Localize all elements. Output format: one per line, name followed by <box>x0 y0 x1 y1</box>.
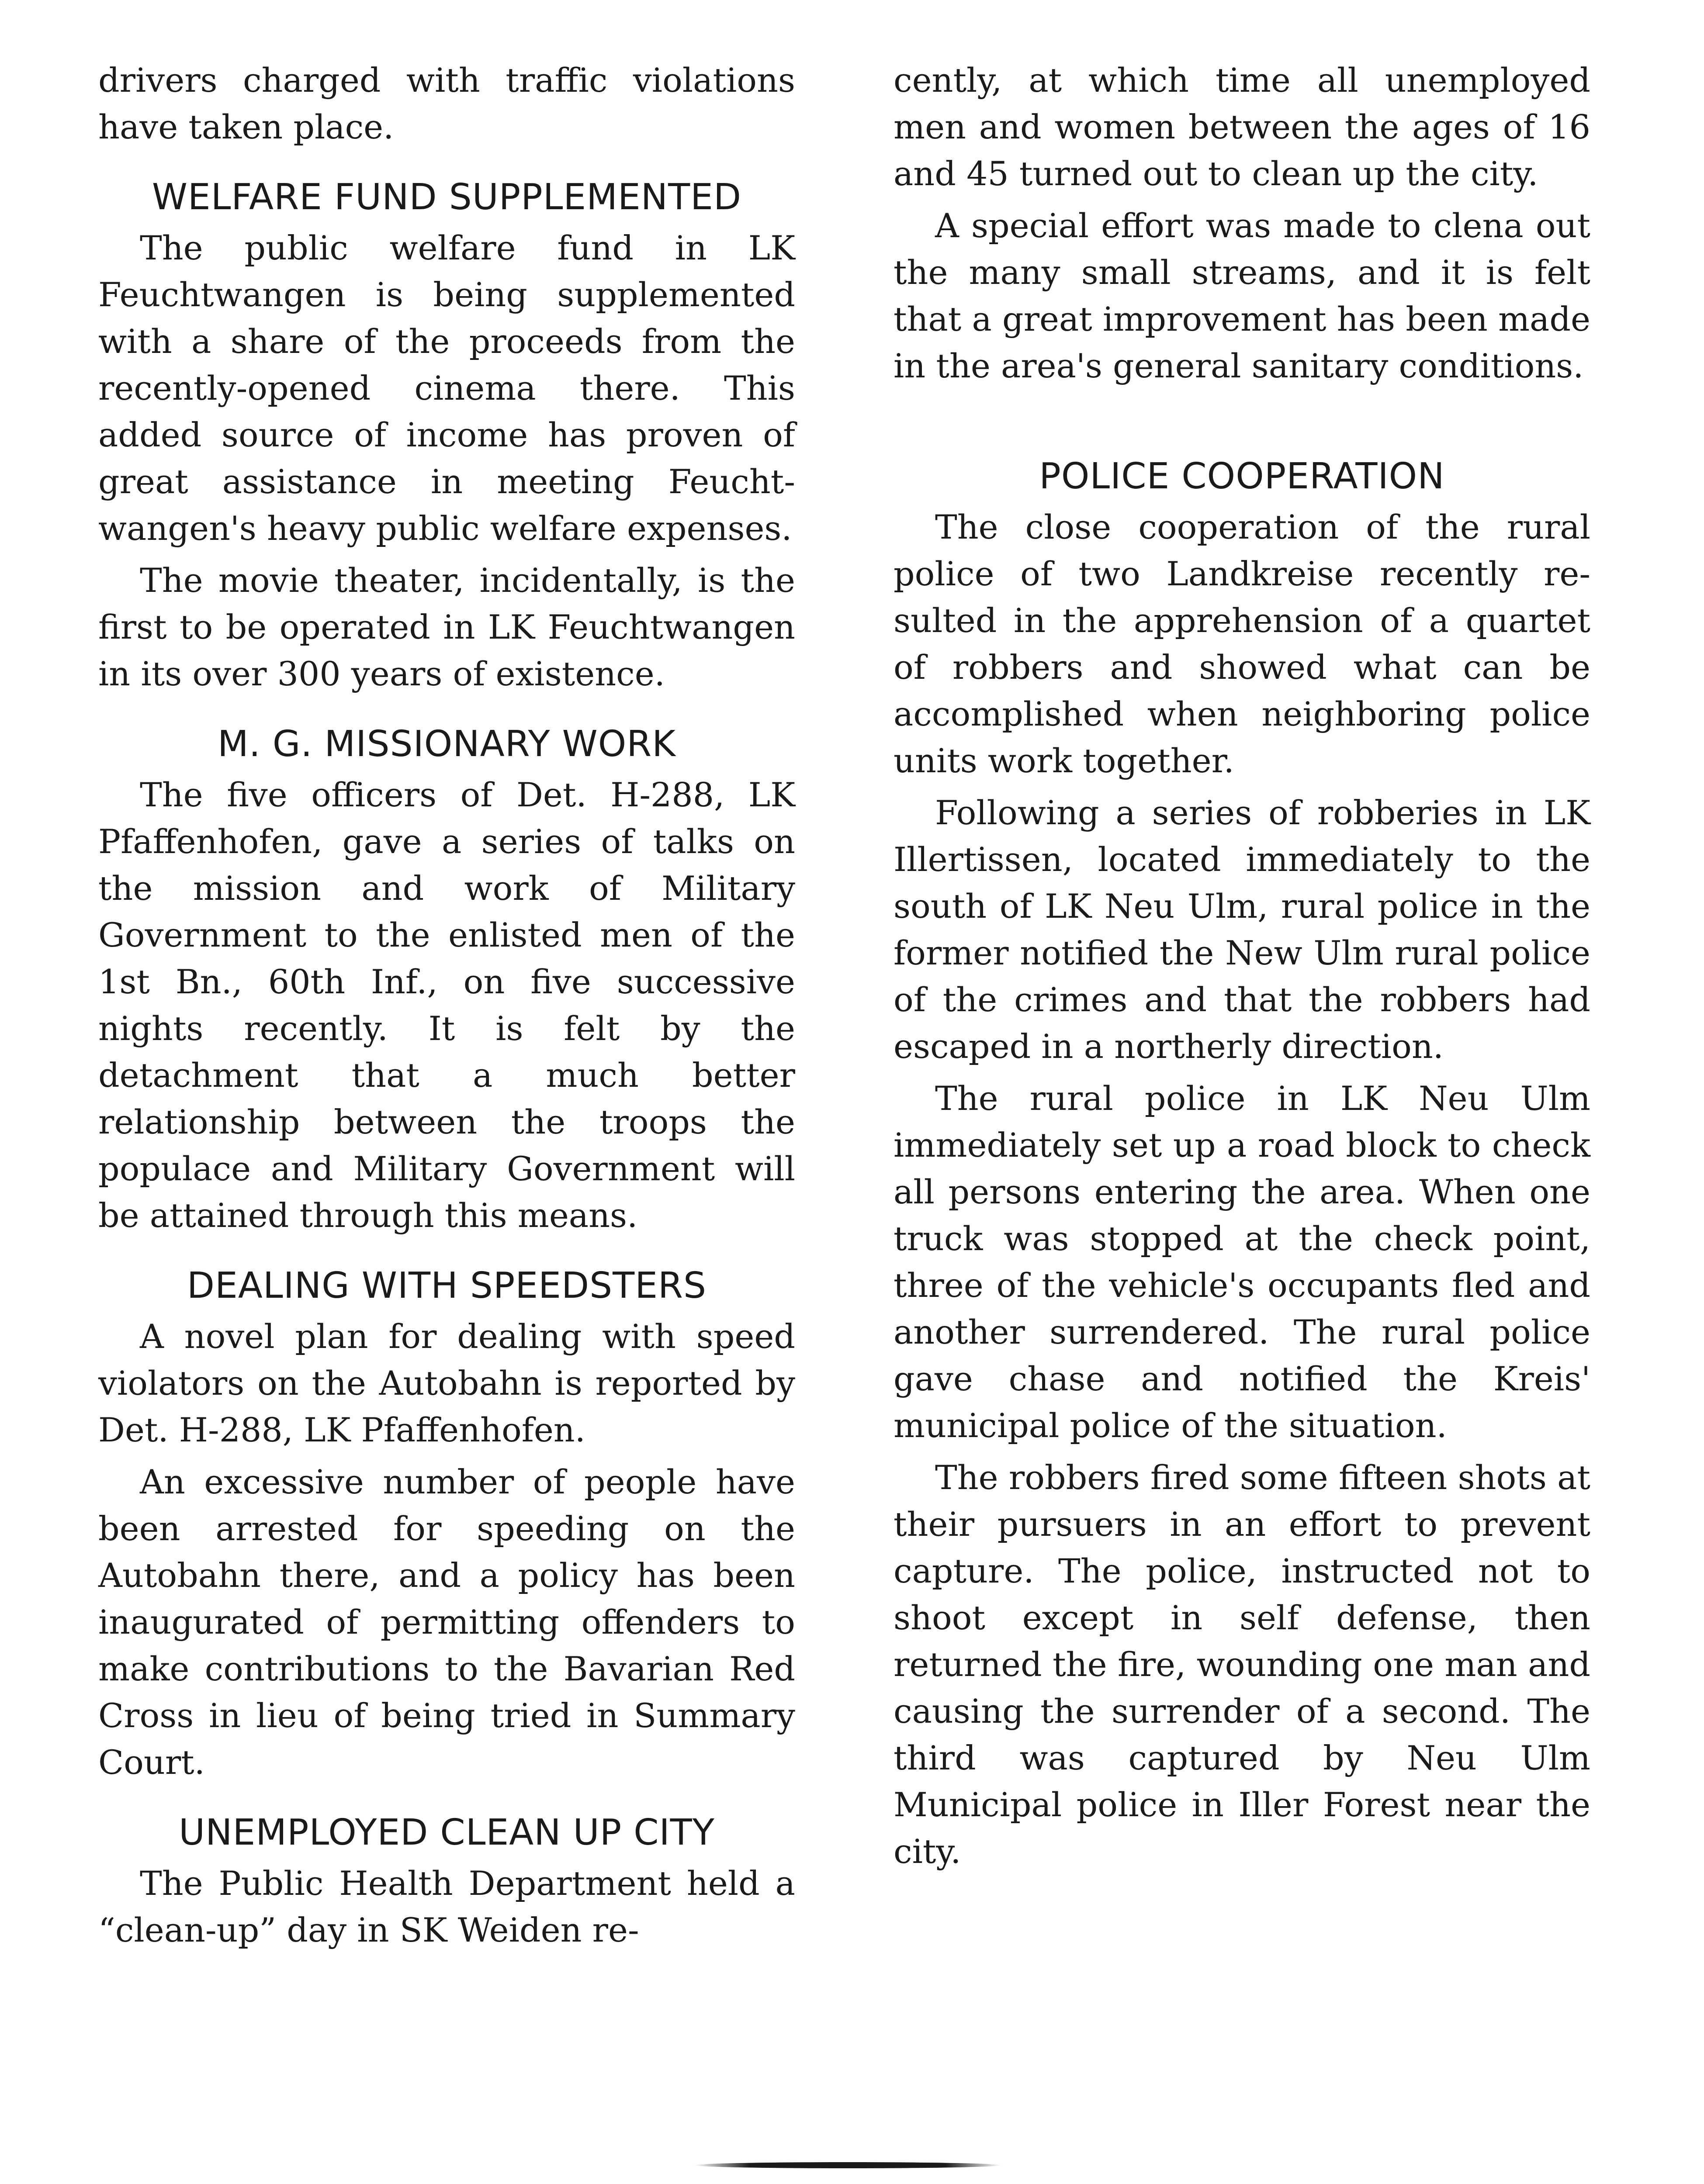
unemployed-continuation-paragraph: cently, at which time all unemployed men and women between the ages of 16 and 45 turned out to clean up the city. <box>894 61 1590 193</box>
police-paragraph-4: The robbers fired some fifteen shots at their pursuers in an effort to prevent capture. The police, instructed not to shoot except in self defense, then returned the fire, wounding one man and causing the surrender of a second. The third was captured by Neu Ulm Municipal police in Iller Forest near the city. <box>894 1458 1590 1871</box>
welfare-paragraph-2: The movie theater, incidentally, is the first to be operated in LK Feuchtwangen in its over 300 years of existence. <box>98 561 795 693</box>
streams-paragraph: A special effort was made to clena out the many small streams, and it is felt that a great improvement has been made in the area's general sanitary conditions. <box>894 206 1590 385</box>
unemployed-paragraph-1: The Public Health Department held a “clean-up” day in SK Weiden re- <box>98 1864 795 1949</box>
welfare-paragraph-1: The public welfare fund in LK Feuchtwangen is being supplemented with a share of the proceeds from the recently-opened cinema there. This added source of income has proven of great assistance in meeting Feuchtwangen's heavy public welfare expenses. <box>98 228 795 548</box>
heading-unemployed-clean-up: UNEMPLOYED CLEAN UP CITY <box>179 1812 715 1853</box>
heading-speedsters: DEALING WITH SPEEDSTERS <box>187 1265 707 1306</box>
police-paragraph-2: Following a series of robberies in LK Illertissen, located immediately to the south of LK Neu Ulm, rural police in the former notified the New Ulm rural police of the crimes and that the robbers had escaped in a northerly direction. <box>894 793 1590 1066</box>
heading-missionary-work: M. G. MISSIONARY WORK <box>217 723 676 765</box>
right-column <box>894 57 1590 1875</box>
intro-paragraph: drivers charged with traffic violations have taken place. <box>98 61 795 146</box>
speedsters-paragraph-1: A novel plan for dealing with speed violators on the Autobahn is reported by Det. H-288, LK Pfaffenhofen. <box>98 1317 795 1449</box>
missionary-paragraph-1: The five officers of Det. H-288, LK Pfaffenhofen, gave a series of talks on the mission and work of Military Government to the enlisted men of the 1st Bn., 60th Inf., on five successive nights recently. It is felt by the detachment that a much better relationship between the troops the populace and Military Government will be attained through this means. <box>98 775 795 1235</box>
end-rule-divider <box>695 2162 1001 2168</box>
police-paragraph-3: The rural police in LK Neu Ulm immediately set up a road block to check all persons entering the area. When one truck was stopped at the check point, three of the vehicle's occupants fled and another surrendered. The rural police gave chase and notified the Kreis' municipal police of the situation. <box>894 1079 1590 1445</box>
heading-welfare-fund: WELFARE FUND SUPPLEMENTED <box>152 176 742 218</box>
left-column <box>98 57 795 1953</box>
speedsters-paragraph-2: An excessive number of people have been arrested for speeding on the Autobahn there, and a policy has been inaugurated of permitting offenders to make contributions to the Bavarian Red Cross in lieu of being tried in Summary Court. <box>98 1462 795 1782</box>
police-paragraph-1: The close cooperation of the rural police of two Landkreise recently resulted in the apprehension of a quartet of robbers and showed what can be accomplished when neighboring police units work together. <box>894 508 1590 780</box>
heading-police-cooperation: POLICE COOPERATION <box>1039 456 1445 497</box>
